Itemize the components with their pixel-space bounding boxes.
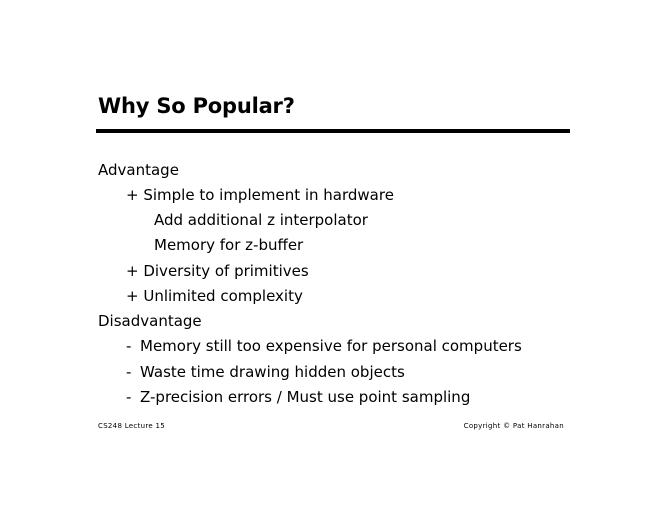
bullet-level1 <box>126 262 309 280</box>
bullet-level0 <box>98 161 179 179</box>
bullet-text: Z-precision errors / Must use point sampling <box>140 388 471 406</box>
bullet-text: Advantage <box>98 161 179 179</box>
title-underline <box>96 129 570 133</box>
footer-course-label: CS248 Lecture 15 <box>98 422 165 430</box>
plus-marker: + <box>126 186 144 204</box>
bullet-level0 <box>98 312 202 330</box>
footer-copyright: Copyright © Pat Hanrahan <box>463 422 564 430</box>
bullet-level1 <box>126 337 522 355</box>
bullet-text: Memory still too expensive for personal computers <box>140 337 522 355</box>
bullet-text: Disadvantage <box>98 312 202 330</box>
dash-marker: - <box>126 363 132 381</box>
bullet-level1 <box>126 287 303 305</box>
bullet-level1 <box>126 186 394 204</box>
slide-title: Why So Popular? <box>98 94 295 118</box>
bullet-text: Simple to implement in hardware <box>143 186 394 204</box>
bullet-text: Add additional z interpolator <box>154 211 368 229</box>
dash-marker: - <box>126 337 132 355</box>
plus-marker: + <box>126 287 144 305</box>
plus-marker: + <box>126 262 144 280</box>
bullet-level1 <box>126 363 405 381</box>
bullet-level2 <box>154 211 368 229</box>
bullet-text: Diversity of primitives <box>143 262 309 280</box>
dash-marker: - <box>126 388 132 406</box>
bullet-text: Waste time drawing hidden objects <box>140 363 405 381</box>
bullet-level1 <box>126 388 470 406</box>
bullet-text: Unlimited complexity <box>143 287 303 305</box>
bullet-level2 <box>154 236 303 254</box>
bullet-text: Memory for z-buffer <box>154 236 304 254</box>
